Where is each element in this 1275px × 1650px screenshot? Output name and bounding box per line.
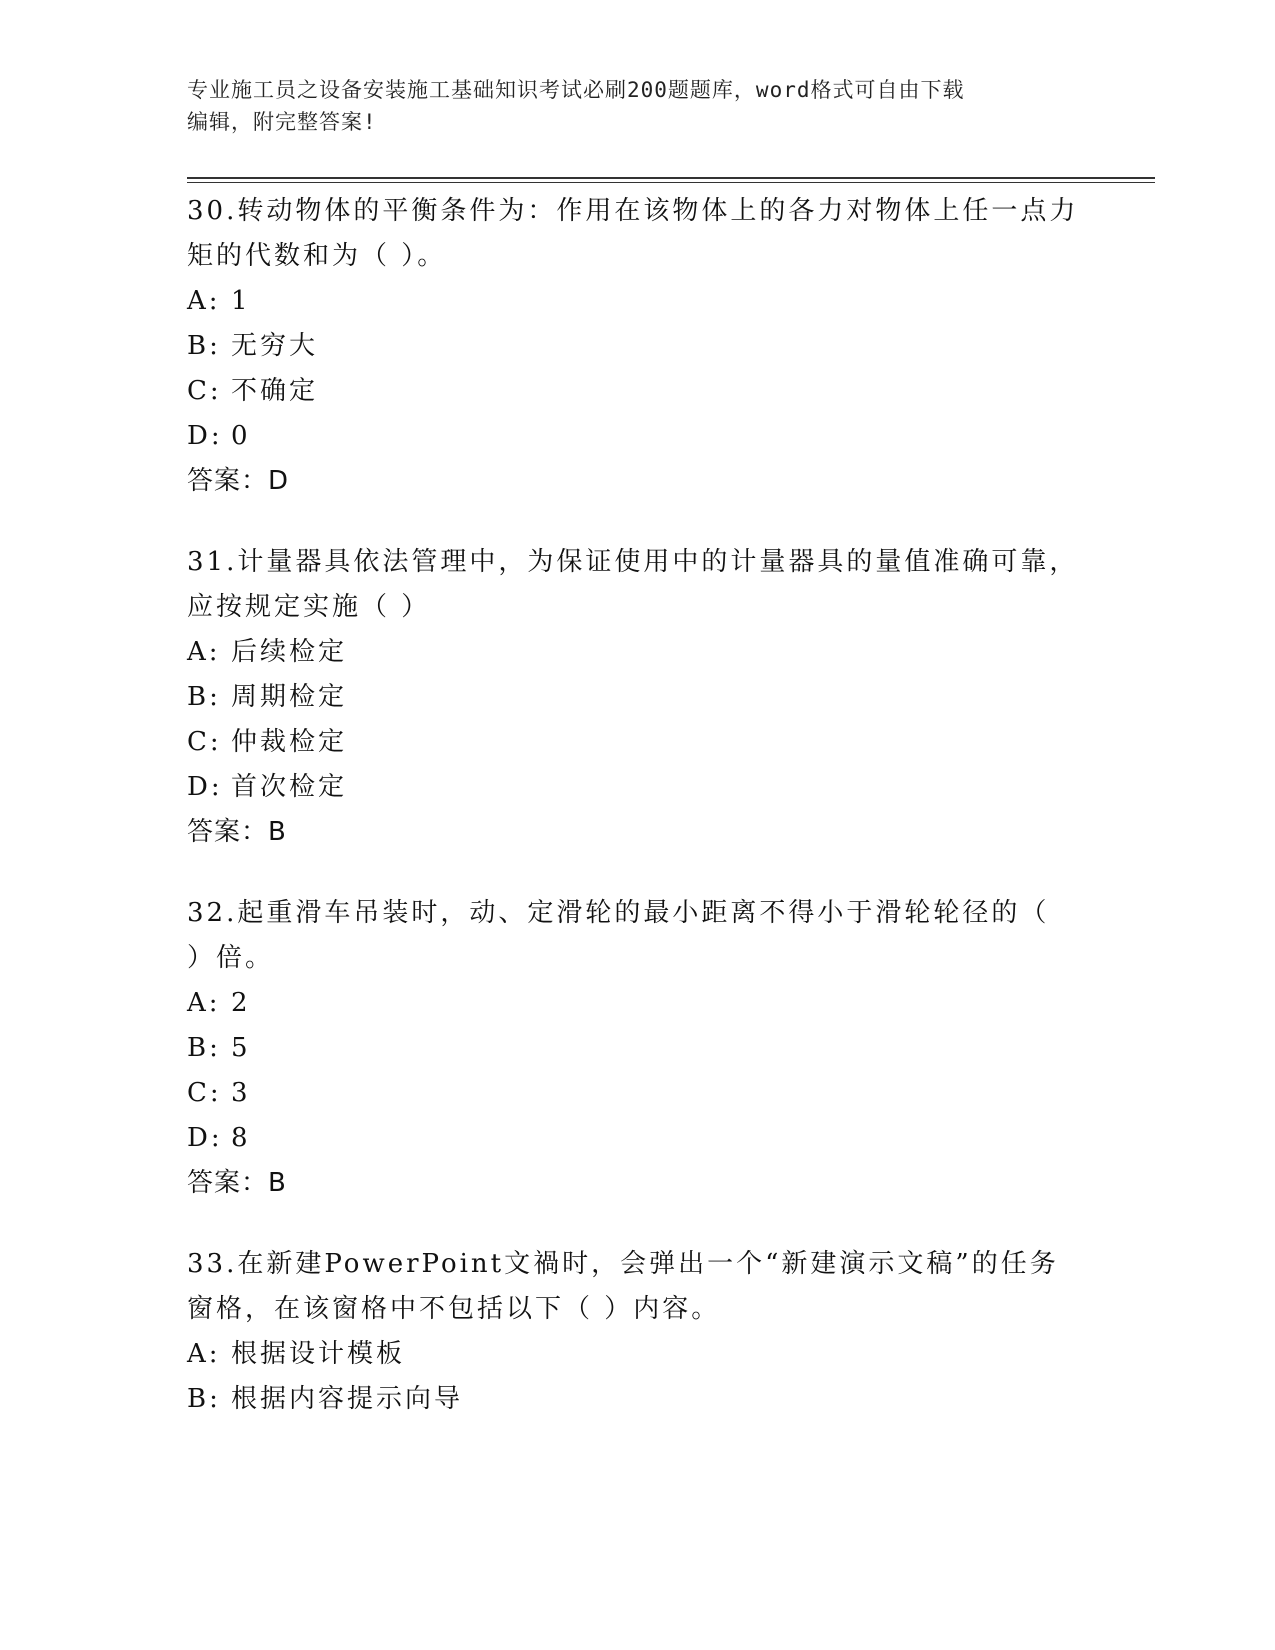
option-letter: C:	[187, 1078, 222, 1108]
option-text: 根据内容提示向导	[231, 1384, 464, 1414]
question-stem-line-2: 矩的代数和为（ ）。	[187, 241, 447, 271]
header-line-1: 专业施工员之设备安装施工基础知识考试必刷200题题库，word格式可自由下载	[187, 78, 965, 102]
header-line-2: 编辑，附完整答案!	[187, 110, 377, 134]
option-text: 周期检定	[231, 682, 348, 712]
header-divider	[187, 177, 1155, 183]
option-b	[187, 675, 1087, 720]
option-b	[187, 324, 1087, 369]
option-a	[187, 981, 1087, 1026]
option-b	[187, 1377, 1087, 1422]
question-list	[187, 189, 1087, 1458]
question-stem-line-1: 33.在新建PowerPoint文禍时，会弹出一个“新建演示文稿”的任务	[187, 1249, 1059, 1279]
option-letter: B:	[187, 1033, 221, 1063]
option-letter: A:	[187, 637, 221, 667]
option-letter: C:	[187, 376, 222, 406]
option-letter: D:	[187, 772, 223, 802]
option-letter: B:	[187, 682, 221, 712]
option-letter: B:	[187, 1384, 221, 1414]
option-text: 2	[231, 988, 251, 1018]
question-stem-line-2: ）倍。	[187, 943, 275, 973]
option-letter: D:	[187, 421, 223, 451]
option-a	[187, 1332, 1087, 1377]
option-text: 0	[231, 421, 251, 451]
option-d	[187, 765, 1087, 810]
option-d	[187, 414, 1087, 459]
answer-key: 答案：B	[187, 817, 287, 847]
option-text: 无穷大	[231, 331, 319, 361]
option-a	[187, 630, 1087, 675]
question-33	[187, 1242, 1087, 1422]
question-stem-line-1: 31.计量器具依法管理中，为保证使用中的计量器具的量值准确可靠，	[187, 547, 1079, 577]
question-32	[187, 891, 1087, 1206]
question-stem-line-2: 窗格，在该窗格中不包括以下（ ）内容。	[187, 1294, 721, 1324]
option-c	[187, 720, 1087, 765]
option-text: 8	[231, 1123, 251, 1153]
answer-key: 答案：D	[187, 466, 290, 496]
option-text: 后续检定	[231, 637, 348, 667]
option-text: 仲裁检定	[231, 727, 348, 757]
question-31	[187, 540, 1087, 855]
document-header	[187, 74, 1077, 138]
option-c	[187, 1071, 1087, 1116]
option-b	[187, 1026, 1087, 1071]
option-text: 不确定	[231, 376, 319, 406]
question-stem-line-1: 30.转动物体的平衡条件为：作用在该物体上的各力对物体上任一点力	[187, 196, 1079, 226]
option-text: 首次检定	[231, 772, 348, 802]
answer-key: 答案：B	[187, 1168, 287, 1198]
option-a	[187, 279, 1087, 324]
question-30	[187, 189, 1087, 504]
option-letter: C:	[187, 727, 222, 757]
question-stem-line-2: 应按规定实施（ ）	[187, 592, 431, 622]
option-text: 1	[231, 286, 251, 316]
option-letter: A:	[187, 988, 221, 1018]
question-stem-line-1: 32.起重滑车吊装时，动、定滑轮的最小距离不得小于滑轮轮径的（	[187, 898, 1050, 928]
option-text: 5	[231, 1033, 251, 1063]
option-text: 3	[231, 1078, 251, 1108]
option-text: 根据设计模板	[231, 1339, 406, 1369]
option-letter: D:	[187, 1123, 223, 1153]
option-letter: A:	[187, 286, 221, 316]
option-d	[187, 1116, 1087, 1161]
option-letter: B:	[187, 331, 221, 361]
option-letter: A:	[187, 1339, 221, 1369]
option-c	[187, 369, 1087, 414]
